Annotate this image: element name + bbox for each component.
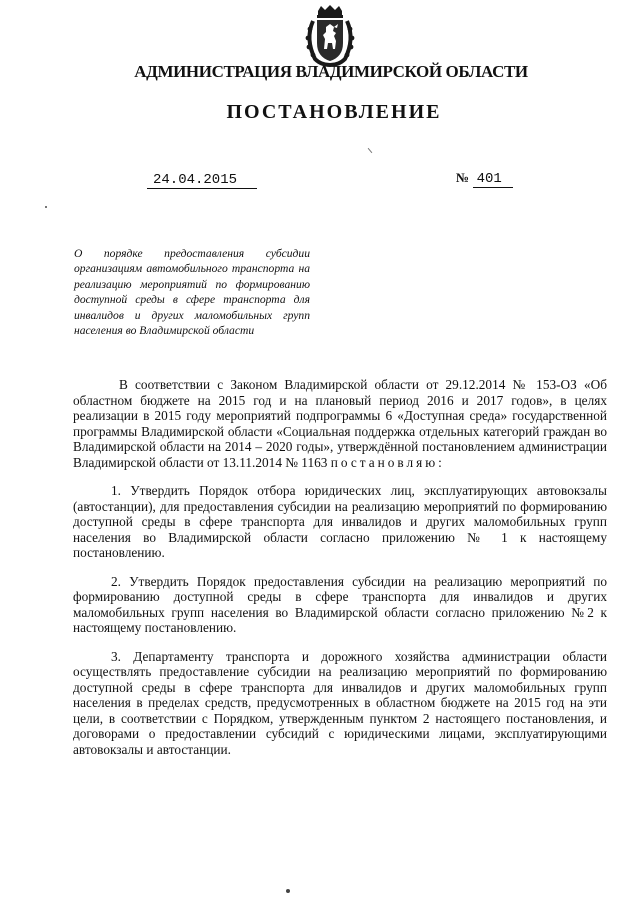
document-date: 24.04.2015 bbox=[147, 172, 257, 189]
scan-mark bbox=[45, 206, 47, 208]
organization-title: АДМИНИСТРАЦИЯ ВЛАДИМИРСКОЙ ОБЛАСТИ bbox=[134, 62, 528, 81]
preamble-text: В соответствии с Законом Владимирской области от 29.12.2014 № 153-ОЗ «Об областном бюджете на 2015 год и на плановый период 2016 и 2017 годов», в целях реализации в 2015 году мероприятий подпрограммы 6 «Доступная среда» государственной программы Владимирской области «Социальная поддержка отдельных категорий граждан во Владимирской области на 2014 – 2020 годы», утверждённой постановлением администрации Владимирской области от 13.11.2014 № 1163 bbox=[73, 377, 607, 470]
clause-2: 2. Утвердить Порядок предоставления субсидии на реализацию мероприятий по формированию доступной среды в сфере транспорта для инвалидов и других маломобильных групп населения во Владимирской области согласно приложению №2 к настоящему постановлению. bbox=[73, 573, 607, 635]
preamble-paragraph bbox=[73, 377, 607, 470]
document-subject: О порядке предоставления субсидии организациям автомобильного транспорта на реализацию мероприятий по формированию доступной среды в сфере транспорта для инвалидов и других маломобильных групп населения во Владимирской области bbox=[74, 247, 310, 338]
scan-mark bbox=[368, 148, 373, 153]
document-body bbox=[73, 377, 607, 770]
decree-word: постановляю: bbox=[330, 454, 445, 470]
number-value: 401 bbox=[473, 171, 513, 188]
document-number bbox=[456, 170, 522, 188]
coat-of-arms-icon bbox=[301, 5, 359, 67]
scan-mark bbox=[286, 889, 290, 893]
number-sign: № bbox=[456, 170, 470, 185]
clause-3: 3. Департаменту транспорта и дорожного хозяйства администрации области осуществлять предоставление субсидии на реализацию мероприятий по формированию доступной среды в сфере транспорта для инвалидов и других маломобильных групп населения в пределах средств, предусмотренных в областном бюджете на 2015 год на эти цели, в соответствии с Порядком, утвержденным пунктом 2 настоящего постановления, и договорами о предоставлении субсидий с юридическими лицами, эксплуатирующими автовокзалы и автостанции. bbox=[73, 648, 607, 757]
clause-1: 1. Утвердить Порядок отбора юридических лиц, эксплуатирующих автовокзалы (автостанции), для предоставления субсидии на реализацию мероприятий по формированию доступной среды в сфере транспорта для инвалидов и других маломобильных групп населения во Владимирской области согласно приложению № 1 к настоящему постановлению. bbox=[73, 483, 607, 560]
document-type-title: ПОСТАНОВЛЕНИЕ bbox=[226, 101, 442, 123]
